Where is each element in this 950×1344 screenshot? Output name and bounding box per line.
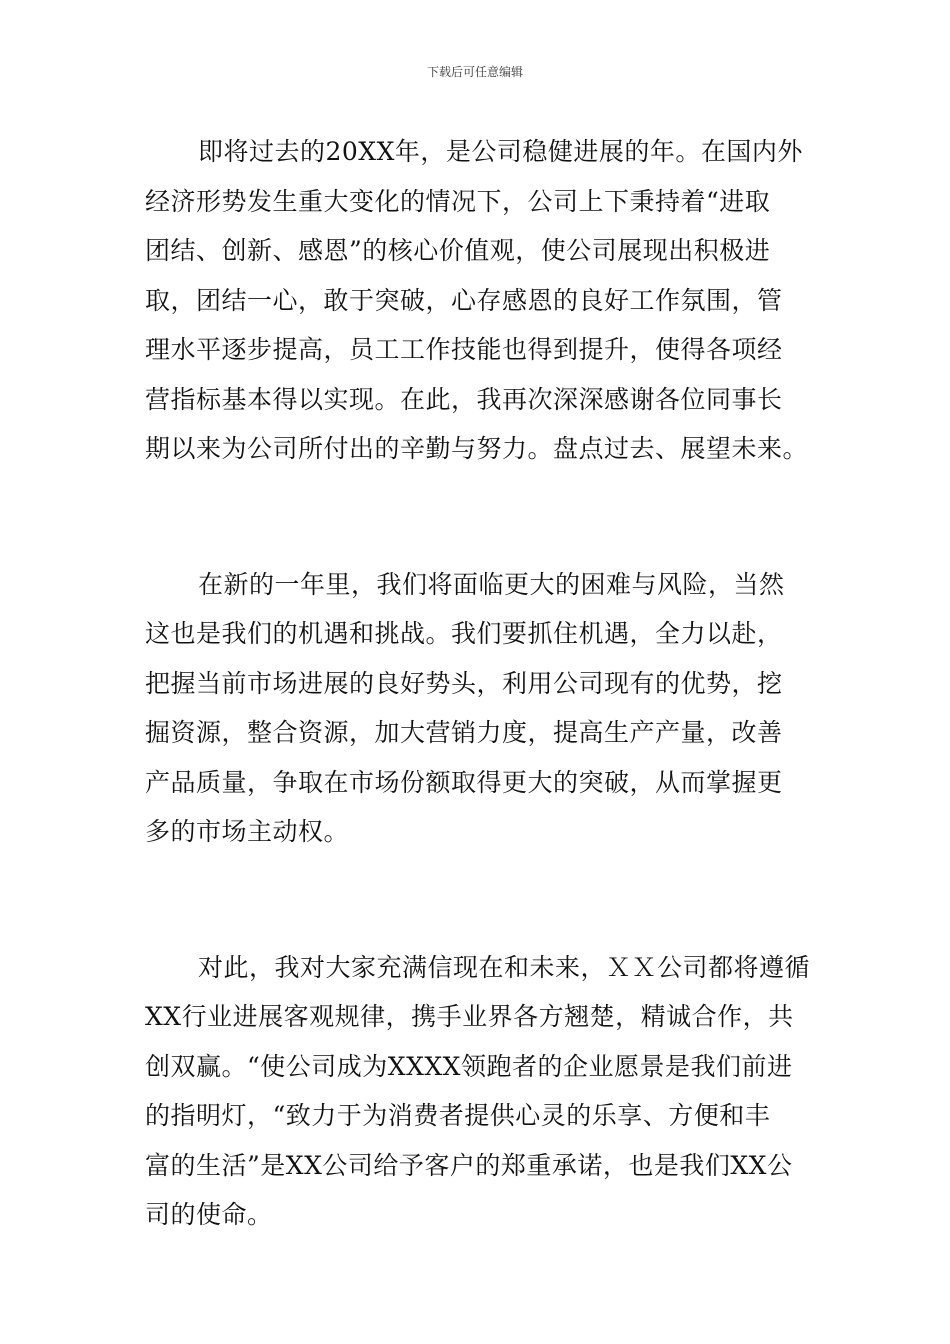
text-line: 富的生活”是XX公司给予客户的郑重承诺，也是我们XX公: [145, 1150, 793, 1180]
paragraph-3: [145, 943, 811, 1240]
text-line: 掘资源，整合资源，加大营销力度，提高生产产量，改善: [145, 718, 783, 747]
text-line: 理水平逐步提高，员工工作技能也得到提升，使得各项经: [145, 335, 783, 364]
text-line: 创双赢。“使公司成为XXXX领跑者的企业愿景是我们前进: [145, 1051, 793, 1081]
paragraph-1: [145, 127, 809, 474]
document-body: [145, 127, 811, 1326]
text-line: 司的使命。: [145, 1200, 273, 1229]
text-line: 在新的一年里，我们将面临更大的困难与风险，当然: [198, 569, 785, 599]
text-line: 多的市场主动权。: [145, 817, 350, 846]
text-line: 对此，我对大家充满信现在和未来，ＸＸ公司都将遵循: [198, 952, 811, 982]
text-line: 期以来为公司所付出的辛勤与努力。盘点过去、展望未来。: [145, 434, 809, 463]
text-line: XX行业进展客观规律，携手业界各方翘楚，精诚合作，共: [145, 1002, 794, 1031]
text-line: 营指标基本得以实现。在此，我再次深深感谢各位同事长: [145, 384, 783, 414]
text-line: 即将过去的20XX年，是公司稳健进展的年。在国内外: [198, 137, 803, 166]
page-header-note: 下载后可任意编辑: [426, 65, 523, 79]
paragraph-2: [145, 560, 805, 857]
text-line: 团结、创新、感恩”的核心价值观，使公司展现出积极进: [145, 236, 771, 265]
text-line: 产品质量，争取在市场份额取得更大的突破，从而掌握更: [145, 767, 783, 797]
text-line: 取，团结一心，敢于突破，心存感恩的良好工作氛围，管: [145, 285, 783, 315]
text-line: 经济形势发生重大变化的情况下，公司上下秉持着“进取: [145, 186, 771, 216]
text-line: 这也是我们的机遇和挑战。我们要抓住机遇，全力以赴，: [145, 619, 783, 648]
text-line: 把握当前市场进展的良好势头，利用公司现有的优势，挖: [145, 668, 783, 698]
text-line: 的指明灯，“致力于为消费者提供心灵的乐享、方便和丰: [145, 1101, 771, 1130]
